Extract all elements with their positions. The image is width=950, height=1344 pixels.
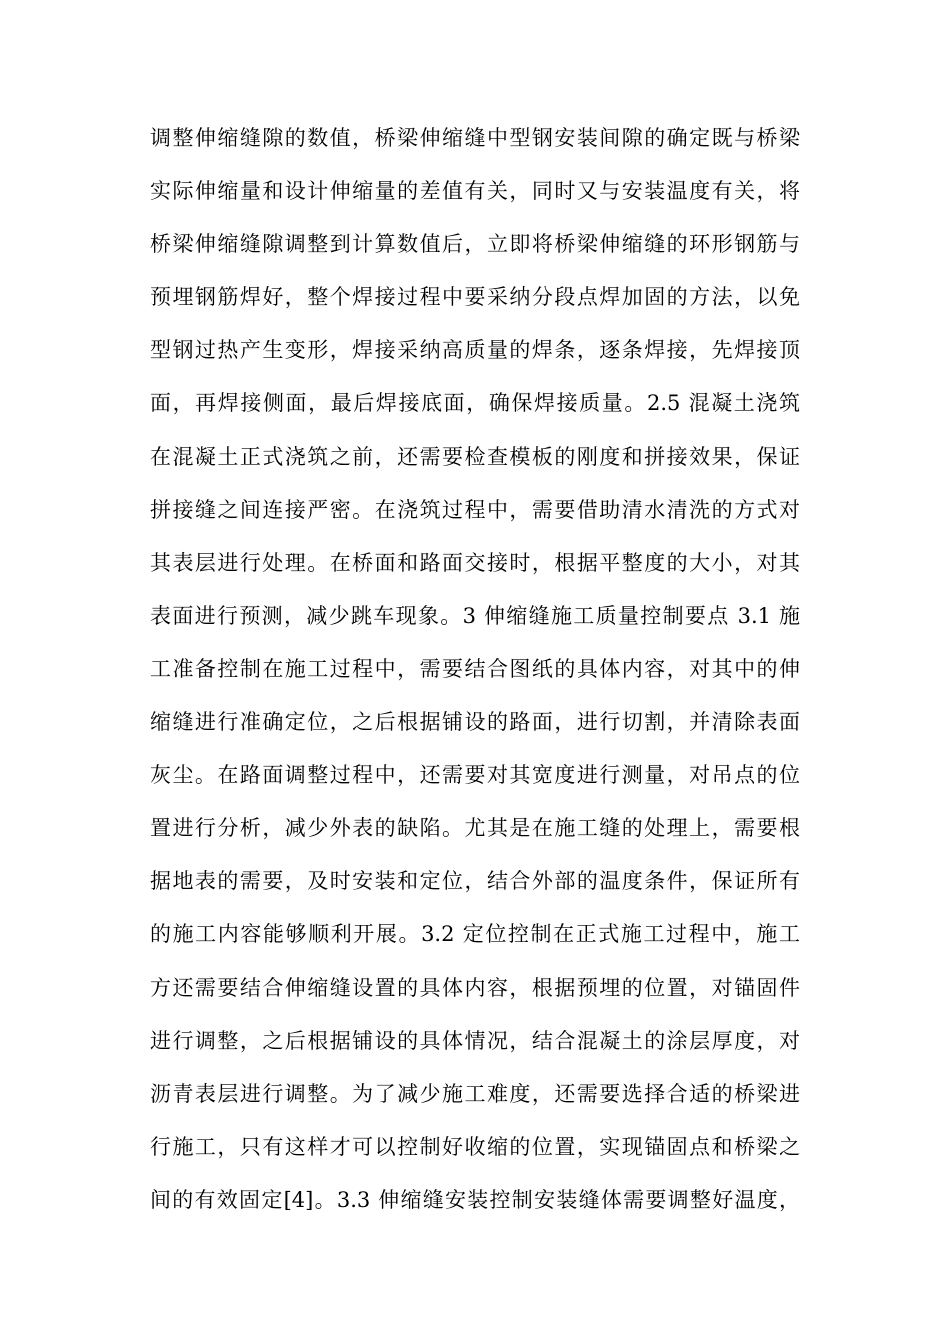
text-line: 面，再焊接侧面，最后焊接底面，确保焊接质量。2.5 混凝土浇筑: [150, 391, 800, 416]
text-line: 实际伸缩量和设计伸缩量的差值有关，同时又与安装温度有关，将: [150, 179, 800, 204]
text-line: 的施工内容能够顺利开展。3.2 定位控制在正式施工过程中，施工: [150, 922, 800, 947]
text-line: 缩缝进行准确定位，之后根据铺设的路面，进行切割，并清除表面: [150, 710, 800, 735]
text-line: 预埋钢筋焊好，整个焊接过程中要采纳分段点焊加固的方法，以免: [150, 285, 800, 310]
text-line: 行施工，只有这样才可以控制好收缩的位置，实现锚固点和桥梁之: [150, 1134, 800, 1159]
body-text: [150, 118, 800, 1233]
text-line: 其表层进行处理。在桥面和路面交接时，根据平整度的大小，对其: [150, 550, 800, 575]
text-line: 工准备控制在施工过程中，需要结合图纸的具体内容，对其中的伸: [150, 656, 800, 681]
text-line: 在混凝土正式浇筑之前，还需要检查模板的刚度和拼接效果，保证: [150, 444, 800, 469]
text-line: 拼接缝之间连接严密。在浇筑过程中，需要借助清水清洗的方式对: [150, 497, 800, 522]
text-line: 灰尘。在路面调整过程中，还需要对其宽度进行测量，对吊点的位: [150, 763, 800, 788]
text-line: 据地表的需要，及时安装和定位，结合外部的温度条件，保证所有: [150, 869, 800, 894]
text-line: 调整伸缩缝隙的数值，桥梁伸缩缝中型钢安装间隙的确定既与桥梁: [150, 126, 800, 150]
text-line: 桥梁伸缩缝隙调整到计算数值后，立即将桥梁伸缩缝的环形钢筋与: [150, 232, 800, 257]
text-line: 表面进行预测，减少跳车现象。3 伸缩缝施工质量控制要点 3.1 施: [150, 603, 800, 628]
text-line: 置进行分析，减少外表的缺陷。尤其是在施工缝的处理上，需要根: [150, 816, 800, 841]
text-line: 间的有效固定[4]。3.3 伸缩缝安装控制安装缝体需要调整好温度，: [150, 1187, 800, 1212]
text-line: 方还需要结合伸缩缝设置的具体内容，根据预埋的位置，对锚固件: [150, 975, 800, 1000]
text-line: 沥青表层进行调整。为了减少施工难度，还需要选择合适的桥梁进: [150, 1081, 800, 1106]
text-line: 型钢过热产生变形，焊接采纳高质量的焊条，逐条焊接，先焊接顶: [150, 338, 800, 363]
text-line: 进行调整，之后根据铺设的具体情况，结合混凝土的涂层厚度，对: [150, 1028, 800, 1053]
